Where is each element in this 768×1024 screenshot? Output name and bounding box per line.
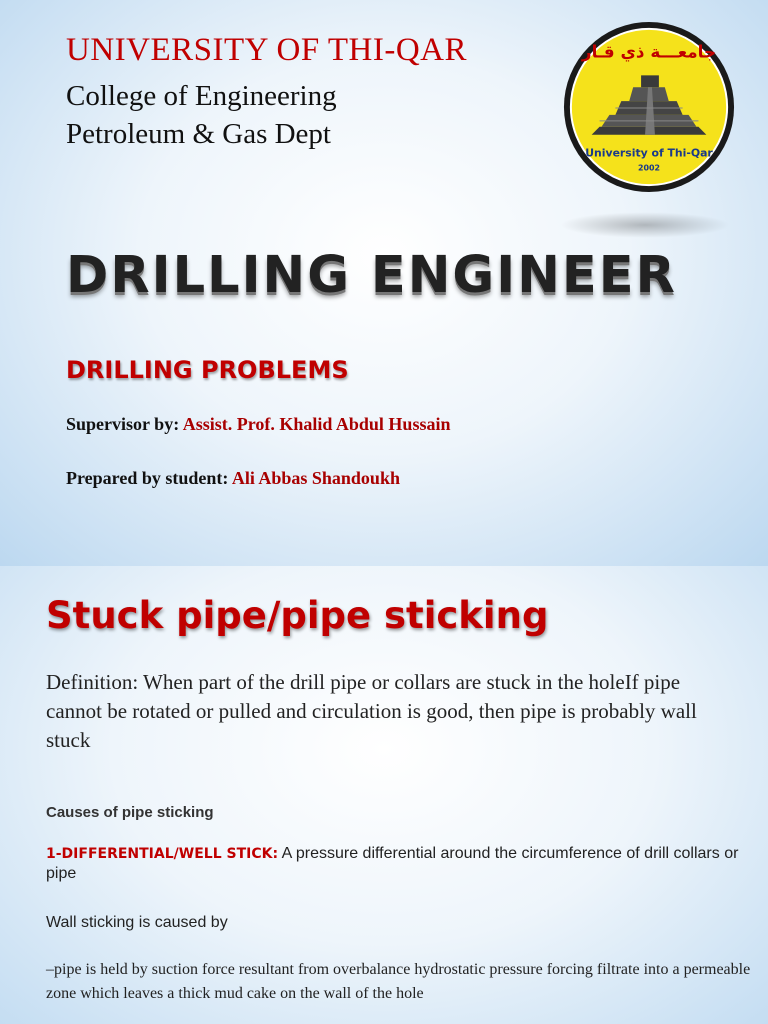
supervisor-name: Assist. Prof. Khalid Abdul Hussain xyxy=(182,414,451,434)
wall-sticking-heading: Wall sticking is caused by xyxy=(46,914,228,931)
causes-heading: Causes of pipe sticking xyxy=(46,804,214,821)
cause-item-1-label: 1-DIFFERENTIAL/WELL STICK: xyxy=(46,846,279,862)
logo-year: 2002 xyxy=(637,163,661,173)
pipe-explanation: –pipe is held by suction force resultant from overbalance hydrostatic pressure forcing filtrate into a permeable zone which leaves a thick mud cake on the wall of the hole xyxy=(46,961,751,1002)
supervisor-line xyxy=(66,414,450,435)
logo-arabic-text: جامعـــة ذي قـار xyxy=(581,41,717,62)
student-name: Ali Abbas Shandoukh xyxy=(231,468,400,488)
presentation-subtitle: DRILLING PROBLEMS xyxy=(66,356,349,384)
presentation-title: DRILLING ENGINEER xyxy=(66,246,677,305)
logo-shadow xyxy=(560,212,730,238)
logo-english-text: University of Thi-Qar xyxy=(585,146,713,160)
supervisor-label: Supervisor by: xyxy=(66,414,180,434)
department-name: Petroleum & Gas Dept xyxy=(66,118,331,150)
cause-item-1 xyxy=(46,844,746,884)
prepared-by-line xyxy=(66,468,400,489)
definition-text: Definition: When part of the drill pipe or collars are stuck in the holeIf pipe cannot be rotated or pulled and circulation is good, then pipe is probably wall stuck xyxy=(46,670,697,752)
cause-item-1-text: A pressure differential around the circumference of drill collars or pipe xyxy=(46,845,739,882)
content-slide xyxy=(0,566,768,1024)
prepared-label: Prepared by student: xyxy=(66,468,229,488)
college-name: College of Engineering xyxy=(66,80,337,112)
university-logo xyxy=(560,18,738,196)
slide-heading: Stuck pipe/pipe sticking xyxy=(46,594,549,637)
university-name: UNIVERSITY OF THI-QAR xyxy=(66,32,467,68)
